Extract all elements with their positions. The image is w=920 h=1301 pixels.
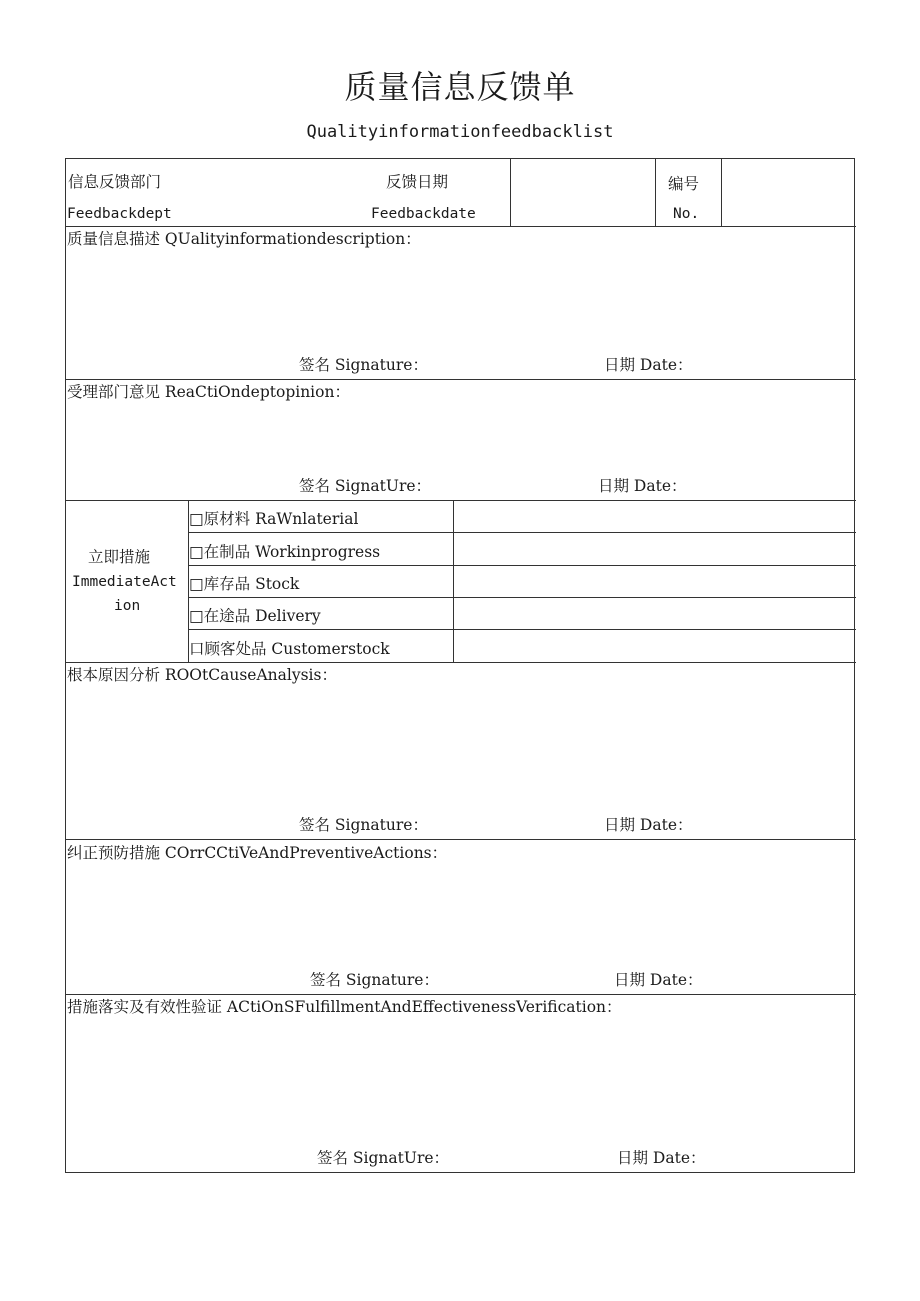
root-cause-date-label: 日期 Date： [604, 816, 693, 834]
verification-field[interactable] [66, 995, 856, 1172]
number-field[interactable] [722, 159, 856, 226]
description-signature-label: 签名 Signature： [299, 356, 428, 374]
feedback-date-label-en: Feedbackdate [371, 206, 476, 222]
feedback-date-field[interactable] [511, 159, 655, 226]
description-label: 质量信息描述 QUalityinformationdescription： [67, 230, 421, 248]
corrective-signature-label: 签名 Signature： [310, 971, 439, 989]
root-cause-field[interactable] [66, 663, 856, 839]
action-customer-stock-field[interactable] [454, 630, 856, 662]
immediate-action-label-en-1: ImmediateAct [72, 574, 177, 590]
corrective-date-label: 日期 Date： [614, 971, 703, 989]
verification-signature-label: 签名 SignatUre： [317, 1149, 450, 1167]
action-option-work-in-progress[interactable]: □在制品 Workinprogress [189, 543, 381, 561]
dept-opinion-date-label: 日期 Date： [598, 477, 687, 495]
verification-date-label: 日期 Date： [617, 1149, 706, 1167]
action-stock-field[interactable] [454, 566, 856, 597]
root-cause-signature-label: 签名 Signature： [299, 816, 428, 834]
root-cause-label: 根本原因分析 ROOtCauseAnalysis： [67, 666, 337, 684]
dept-opinion-signature-label: 签名 SignatUre： [299, 477, 432, 495]
feedback-date-label-cn: 反馈日期 [386, 173, 449, 191]
action-delivery-field[interactable] [454, 598, 856, 629]
corrective-actions-label: 纠正预防措施 COrrCCtiVeAndPreventiveActions： [67, 844, 448, 862]
action-option-customer-stock[interactable]: 口顾客处品 Customerstock [189, 640, 390, 658]
immediate-action-label-cn: 立即措施 [88, 548, 151, 566]
number-label-en: No. [673, 206, 700, 222]
action-option-raw-material[interactable]: □原材料 RaWnlaterial [189, 510, 359, 528]
dept-opinion-label: 受理部门意见 ReaCtiOndeptopinion： [67, 383, 350, 401]
feedback-form [65, 158, 855, 1173]
feedback-dept-label-cn: 信息反馈部门 [68, 173, 162, 191]
verification-label: 措施落实及有效性验证 ACtiOnSFulfillmentAndEffectivenessVerification： [67, 998, 622, 1016]
feedback-dept-label-en: Feedbackdept [67, 206, 172, 222]
number-label-cn: 编号 [668, 175, 700, 193]
description-field[interactable] [66, 227, 856, 379]
immediate-action-label-en-2: ion [114, 598, 141, 614]
action-option-delivery[interactable]: □在途品 Delivery [189, 607, 321, 625]
description-date-label: 日期 Date： [604, 356, 693, 374]
action-raw-material-field[interactable] [454, 501, 856, 532]
corrective-actions-field[interactable] [66, 840, 856, 994]
action-work-in-progress-field[interactable] [454, 533, 856, 565]
action-option-stock[interactable]: □库存品 Stock [189, 575, 300, 593]
page-title: 质量信息反馈单 [344, 68, 576, 106]
page-subtitle: Qualityinformationfeedbacklist [306, 122, 614, 142]
